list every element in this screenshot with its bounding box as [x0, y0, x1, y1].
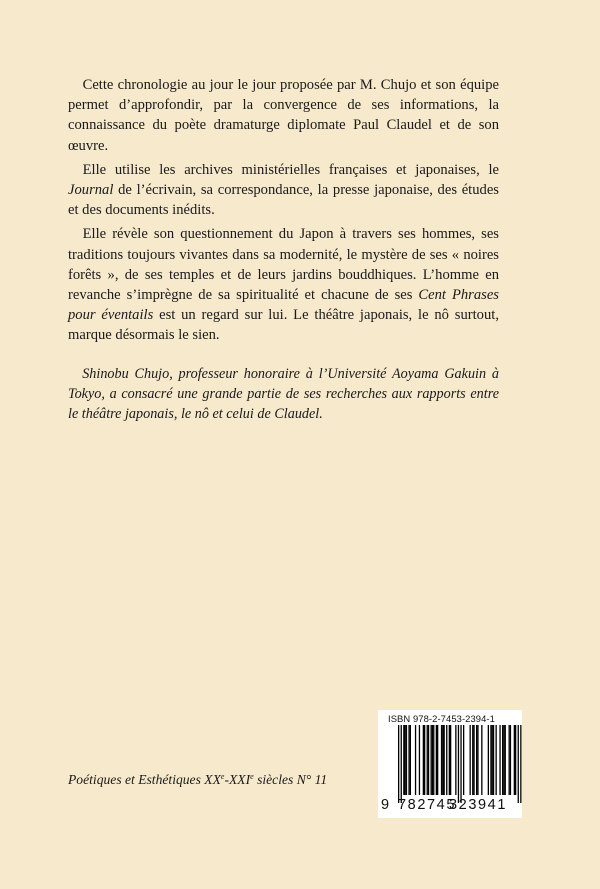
barcode-bar — [458, 725, 459, 803]
cent-phrases-title: Cent Phrases pour éventails — [68, 287, 499, 324]
barcode-bar — [518, 725, 519, 803]
barcode-bar — [415, 725, 416, 795]
barcode-bar — [403, 725, 404, 795]
barcode-bar — [431, 725, 432, 795]
barcode-bar — [446, 725, 447, 795]
series-part-3: siècles N° 11 — [253, 772, 328, 787]
barcode-bar — [514, 725, 515, 795]
blurb-paragraph-2-end: de l’écrivain, sa correspondance, la presse japonaise, des études et des documents inédits. — [68, 182, 499, 219]
barcode-bar — [463, 725, 464, 795]
barcode-digit-group-2: 323941 — [449, 797, 507, 813]
barcode-bar — [488, 725, 489, 795]
barcode-bar — [477, 725, 478, 795]
blurb-paragraph-3-start: Elle révèle son questionnement du Japon à travers ses hommes, ses traditions toujours vivantes dans sa modernité, le mystère de ses « noires forêts », de ses temples et de leurs jardins bouddhiques. L’homme en revanche s’imprègne de sa spiritualité et chacune de ses — [68, 226, 499, 304]
author-bio-text: Shinobu Chujo, professeur honoraire à l’Université Aoyama Gakuin à Tokyo, a consacré une grande partie de ses recherches aux rapports entre le théâtre japonais, le nô et celui de Claudel. — [68, 366, 499, 422]
blurb-text — [68, 75, 499, 350]
series-sup-1: e — [220, 772, 225, 781]
blurb-paragraph-1 — [68, 75, 499, 156]
barcode-bar — [442, 725, 443, 795]
blurb-paragraph-1-text: Cette chronologie au jour le jour proposée par M. Chujo et son équipe permet d’approfondir, par la convergence de ses informations, la connaissance du poète dramaturge diplomate Paul Claudel et de son œuvre. — [68, 77, 499, 154]
journal-title: Journal — [68, 182, 114, 199]
barcode-bar — [455, 725, 456, 795]
barcode-bar — [473, 725, 474, 795]
barcode-bar — [437, 725, 438, 795]
series-part-1: Poétiques et Esthétiques XX — [68, 772, 221, 787]
barcode-bar — [515, 725, 516, 795]
barcode-bar — [410, 725, 411, 795]
barcode-bar — [503, 725, 504, 795]
author-bio — [68, 364, 499, 424]
series-part-2: -XXI — [224, 772, 251, 787]
barcode-bar — [432, 725, 433, 795]
barcode-bar — [505, 725, 506, 795]
barcode-bar — [496, 725, 497, 795]
blurb-paragraph-3 — [68, 224, 499, 345]
blurb-paragraph-2-start: Elle utilise les archives ministérielles françaises et japonaises, le — [82, 161, 499, 178]
barcode-bar — [419, 725, 420, 795]
blurb-paragraph-3-end: est un regard sur lui. Le théâtre japonais, le nô surtout, marque désormais le sien. — [68, 307, 499, 344]
barcode-bar — [510, 725, 511, 795]
barcode-bar — [520, 725, 521, 803]
barcode-bar — [492, 725, 493, 795]
barcode-bar — [436, 725, 437, 795]
barcode-bar — [449, 725, 450, 795]
barcode-bar — [490, 725, 491, 795]
barcode-bar — [502, 725, 503, 795]
barcode-bar — [398, 725, 399, 803]
barcode-digit-group-1: 782745 — [398, 797, 456, 813]
barcode-bar — [424, 725, 425, 795]
isbn-label: ISBN 978-2-7453-2394-1 — [388, 713, 495, 724]
barcode-bar — [441, 725, 442, 795]
barcode-bar — [472, 725, 473, 795]
barcode-bar — [423, 725, 424, 795]
barcode-bar — [493, 725, 494, 795]
barcode-bar — [444, 725, 445, 795]
barcode-bar — [450, 725, 451, 795]
blurb-paragraph-2 — [68, 160, 499, 221]
barcode-bar — [481, 725, 482, 795]
barcode-bar — [401, 725, 402, 803]
barcode-bar — [460, 725, 461, 803]
barcode-bar — [428, 725, 429, 795]
barcode-bar — [408, 725, 409, 795]
barcode-bar — [405, 725, 406, 795]
barcode-bar — [470, 725, 471, 795]
barcode-digit-first: 9 — [381, 797, 390, 813]
series-sup-2: e — [250, 772, 254, 781]
barcode-bar — [406, 725, 407, 795]
barcode-bar — [476, 725, 477, 795]
series-title — [68, 772, 327, 788]
barcode-bar — [427, 725, 428, 795]
barcode-bar — [433, 725, 434, 795]
barcode — [378, 725, 522, 805]
barcode-bar — [499, 725, 500, 795]
barcode-bar — [509, 725, 510, 795]
